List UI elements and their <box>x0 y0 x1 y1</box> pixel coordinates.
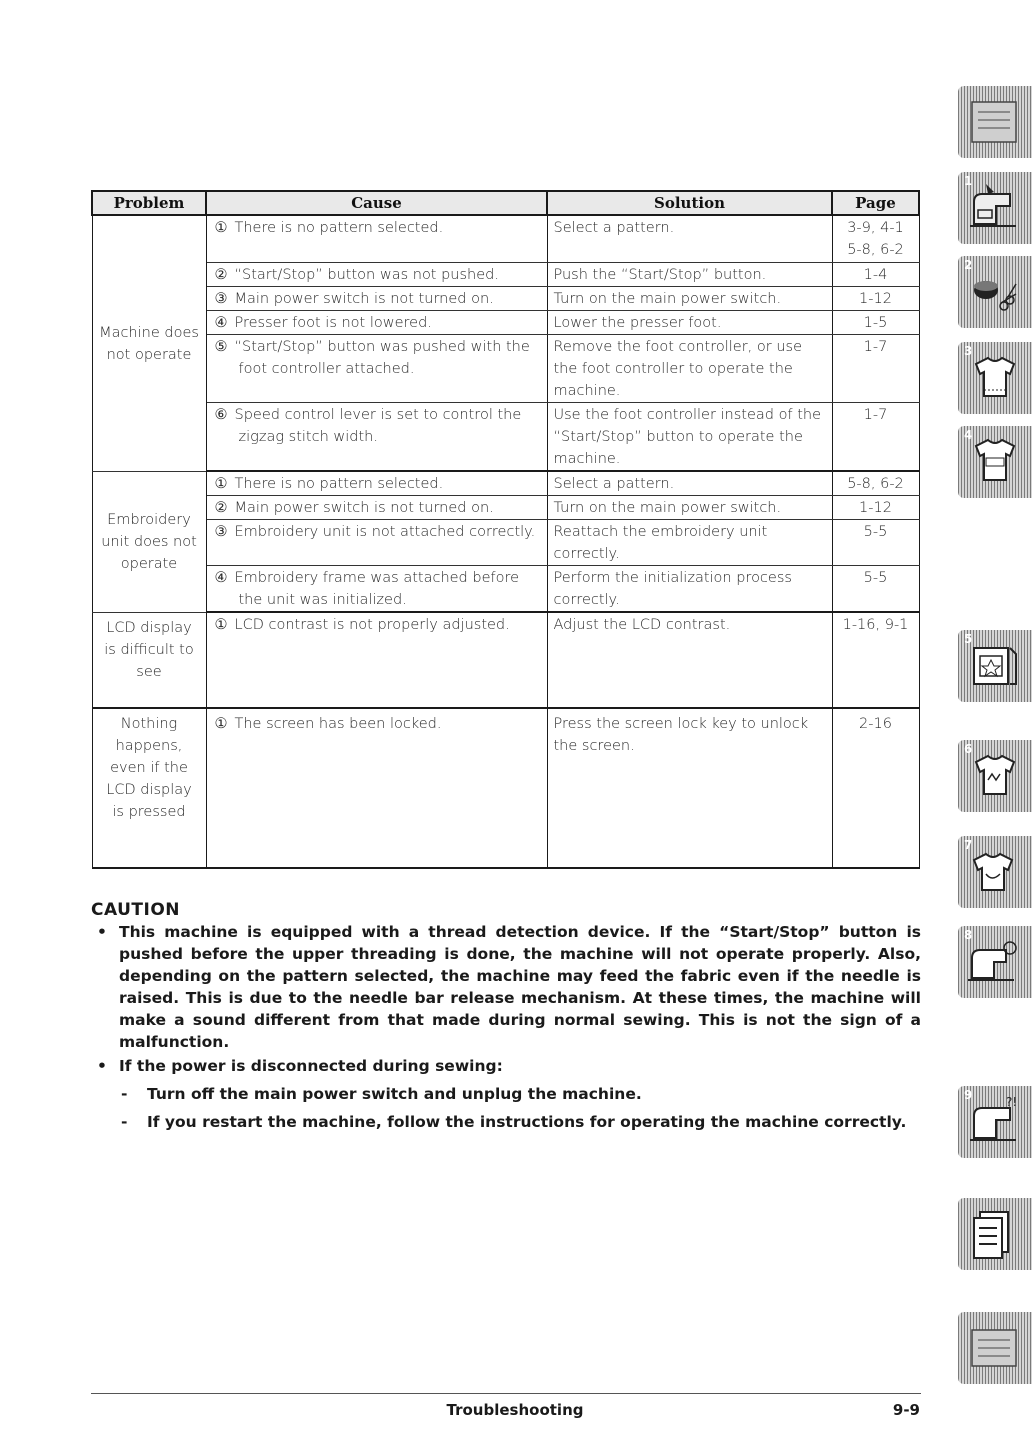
page-cell: 5-5 <box>832 520 919 566</box>
page-cell: 1-7 <box>832 403 919 472</box>
sewing-machine-help-icon <box>966 934 1024 990</box>
contents-tab-icon <box>966 94 1024 150</box>
thread-scissors-icon <box>966 264 1024 320</box>
problem-cell: Machine does not operate <box>92 215 206 471</box>
caution-bullet: • This machine is equipped with a thread detection device. If the “Start/Stop” button is pushed before the upper threading is done, the machine will not operate properly. Also, depending on the pattern selected, the machine may feed the fabric even if the needle is raised. This is due to the needle bar release mechanism. At these times, the machine will make a sound different from that made during normal sewing. This is not the sign of a malfunction. <box>91 921 921 1053</box>
table-row <box>92 708 919 868</box>
chapter-tab-2[interactable] <box>958 256 1032 328</box>
table-row <box>92 612 919 708</box>
cause-cell: ② Main power switch is not turned on. <box>206 496 547 520</box>
caution-list <box>91 921 921 1133</box>
chapter-tab-label: 7 <box>964 838 973 852</box>
shirt-icon <box>966 350 1024 406</box>
index-tab[interactable] <box>958 1312 1032 1384</box>
svg-text:?!: ?! <box>1006 1095 1018 1109</box>
page-cell: 1-7 <box>832 335 919 403</box>
sewing-machine-icon <box>966 180 1024 236</box>
chapter-tab-label: 2 <box>964 258 973 272</box>
solution-cell: Press the screen lock key to unlock the screen. <box>547 708 832 868</box>
page-cell: 5-8, 6-2 <box>832 471 919 496</box>
header-page: Page <box>832 191 919 215</box>
solution-cell: Remove the foot controller, or use the foot controller to operate the machine. <box>547 335 832 403</box>
contents-tab[interactable] <box>958 86 1032 158</box>
table-row <box>92 335 919 403</box>
cause-cell: ① There is no pattern selected. <box>206 471 547 496</box>
chapter-tab-label: 6 <box>964 742 973 756</box>
page-cell: 5-5 <box>832 566 919 613</box>
solution-cell: Lower the presser foot. <box>547 311 832 335</box>
table-row <box>92 287 919 311</box>
header-cause: Cause <box>206 191 547 215</box>
solution-cell: Reattach the embroidery unit correctly. <box>547 520 832 566</box>
solution-cell: Turn on the main power switch. <box>547 287 832 311</box>
chapter-tab-label: 1 <box>964 174 973 188</box>
cause-cell: ① There is no pattern selected. <box>206 215 547 263</box>
chapter-tab-5[interactable] <box>958 630 1032 702</box>
solution-cell: Select a pattern. <box>547 471 832 496</box>
cause-cell: ① LCD contrast is not properly adjusted. <box>206 612 547 708</box>
table-row <box>92 496 919 520</box>
solution-cell: Adjust the LCD contrast. <box>547 612 832 708</box>
cause-cell: ③ Main power switch is not turned on. <box>206 287 547 311</box>
page-cell: 1-4 <box>832 263 919 287</box>
chapter-tab-7[interactable] <box>958 836 1032 908</box>
cause-cell: ⑤ “Start/Stop” button was pushed with the foot controller attached. <box>206 335 547 403</box>
problem-cell: LCD display is difficult to see <box>92 612 206 708</box>
chapter-tab-label: 8 <box>964 928 973 942</box>
sewing-machine-icon <box>966 1094 1024 1150</box>
problem-cell: Nothing happens, even if the LCD display is pressed <box>92 708 206 868</box>
cause-cell: ② “Start/Stop” button was not pushed. <box>206 263 547 287</box>
cause-cell: ④ Presser foot is not lowered. <box>206 311 547 335</box>
header-problem: Problem <box>92 191 206 215</box>
cause-cell: ⑥ Speed control lever is set to control the zigzag stitch width. <box>206 403 547 472</box>
index-tab-icon <box>966 1320 1024 1376</box>
caution-sub-item: - If you restart the machine, follow the instructions for operating the machine correctly. <box>91 1111 921 1133</box>
troubleshooting-table <box>91 190 920 869</box>
footer-page-number: 9-9 <box>892 1401 920 1419</box>
shirt-pattern-icon <box>966 748 1024 804</box>
chapter-tab-label: 4 <box>964 428 973 442</box>
documents-tab[interactable] <box>958 1198 1032 1270</box>
chapter-tab-1[interactable] <box>958 172 1032 244</box>
shirt-sewing-icon <box>966 844 1024 900</box>
cause-cell: ③ Embroidery unit is not attached correctly. <box>206 520 547 566</box>
header-solution: Solution <box>547 191 832 215</box>
page-cell: 2-16 <box>832 708 919 868</box>
caution-section <box>91 900 921 1133</box>
solution-cell: Turn on the main power switch. <box>547 496 832 520</box>
caution-sub-item: - Turn off the main power switch and unplug the machine. <box>91 1083 921 1105</box>
chapter-tab-9[interactable] <box>958 1086 1032 1158</box>
table-row <box>92 520 919 566</box>
embroidery-frame-icon <box>966 638 1024 694</box>
chapter-tab-label: 9 <box>964 1088 973 1102</box>
solution-cell: Perform the initialization process correctly. <box>547 566 832 613</box>
solution-cell: Push the “Start/Stop” button. <box>547 263 832 287</box>
table-row <box>92 263 919 287</box>
table-header-row <box>92 191 919 215</box>
page-cell: 3-9, 4-1 5-8, 6-2 <box>832 215 919 263</box>
chapter-tab-label: 3 <box>964 344 973 358</box>
page-cell: 1-16, 9-1 <box>832 612 919 708</box>
cause-cell: ① The screen has been locked. <box>206 708 547 868</box>
table-row <box>92 215 919 263</box>
footer-section-title: Troubleshooting <box>446 1401 584 1419</box>
solution-cell: Select a pattern. <box>547 215 832 263</box>
cause-cell: ④ Embroidery frame was attached before the unit was initialized. <box>206 566 547 613</box>
chapter-tab-6[interactable] <box>958 740 1032 812</box>
caution-title: CAUTION <box>91 900 181 920</box>
embroidery-shirt-icon <box>966 434 1024 490</box>
chapter-tab-3[interactable] <box>958 342 1032 414</box>
chapter-tab-label: 5 <box>964 632 973 646</box>
footer-divider <box>91 1393 921 1394</box>
caution-bullet: • If the power is disconnected during sewing: <box>91 1055 921 1077</box>
table-row <box>92 403 919 472</box>
page-cell: 1-5 <box>832 311 919 335</box>
page-cell: 1-12 <box>832 496 919 520</box>
problem-cell: Embroidery unit does not operate <box>92 471 206 612</box>
table-row <box>92 311 919 335</box>
table-row <box>92 566 919 613</box>
chapter-tab-4[interactable] <box>958 426 1032 498</box>
documents-icon <box>966 1206 1024 1262</box>
page-cell: 1-12 <box>832 287 919 311</box>
table-row <box>92 471 919 496</box>
solution-cell: Use the foot controller instead of the “Start/Stop” button to operate the machine. <box>547 403 832 472</box>
chapter-tab-8[interactable] <box>958 926 1032 998</box>
